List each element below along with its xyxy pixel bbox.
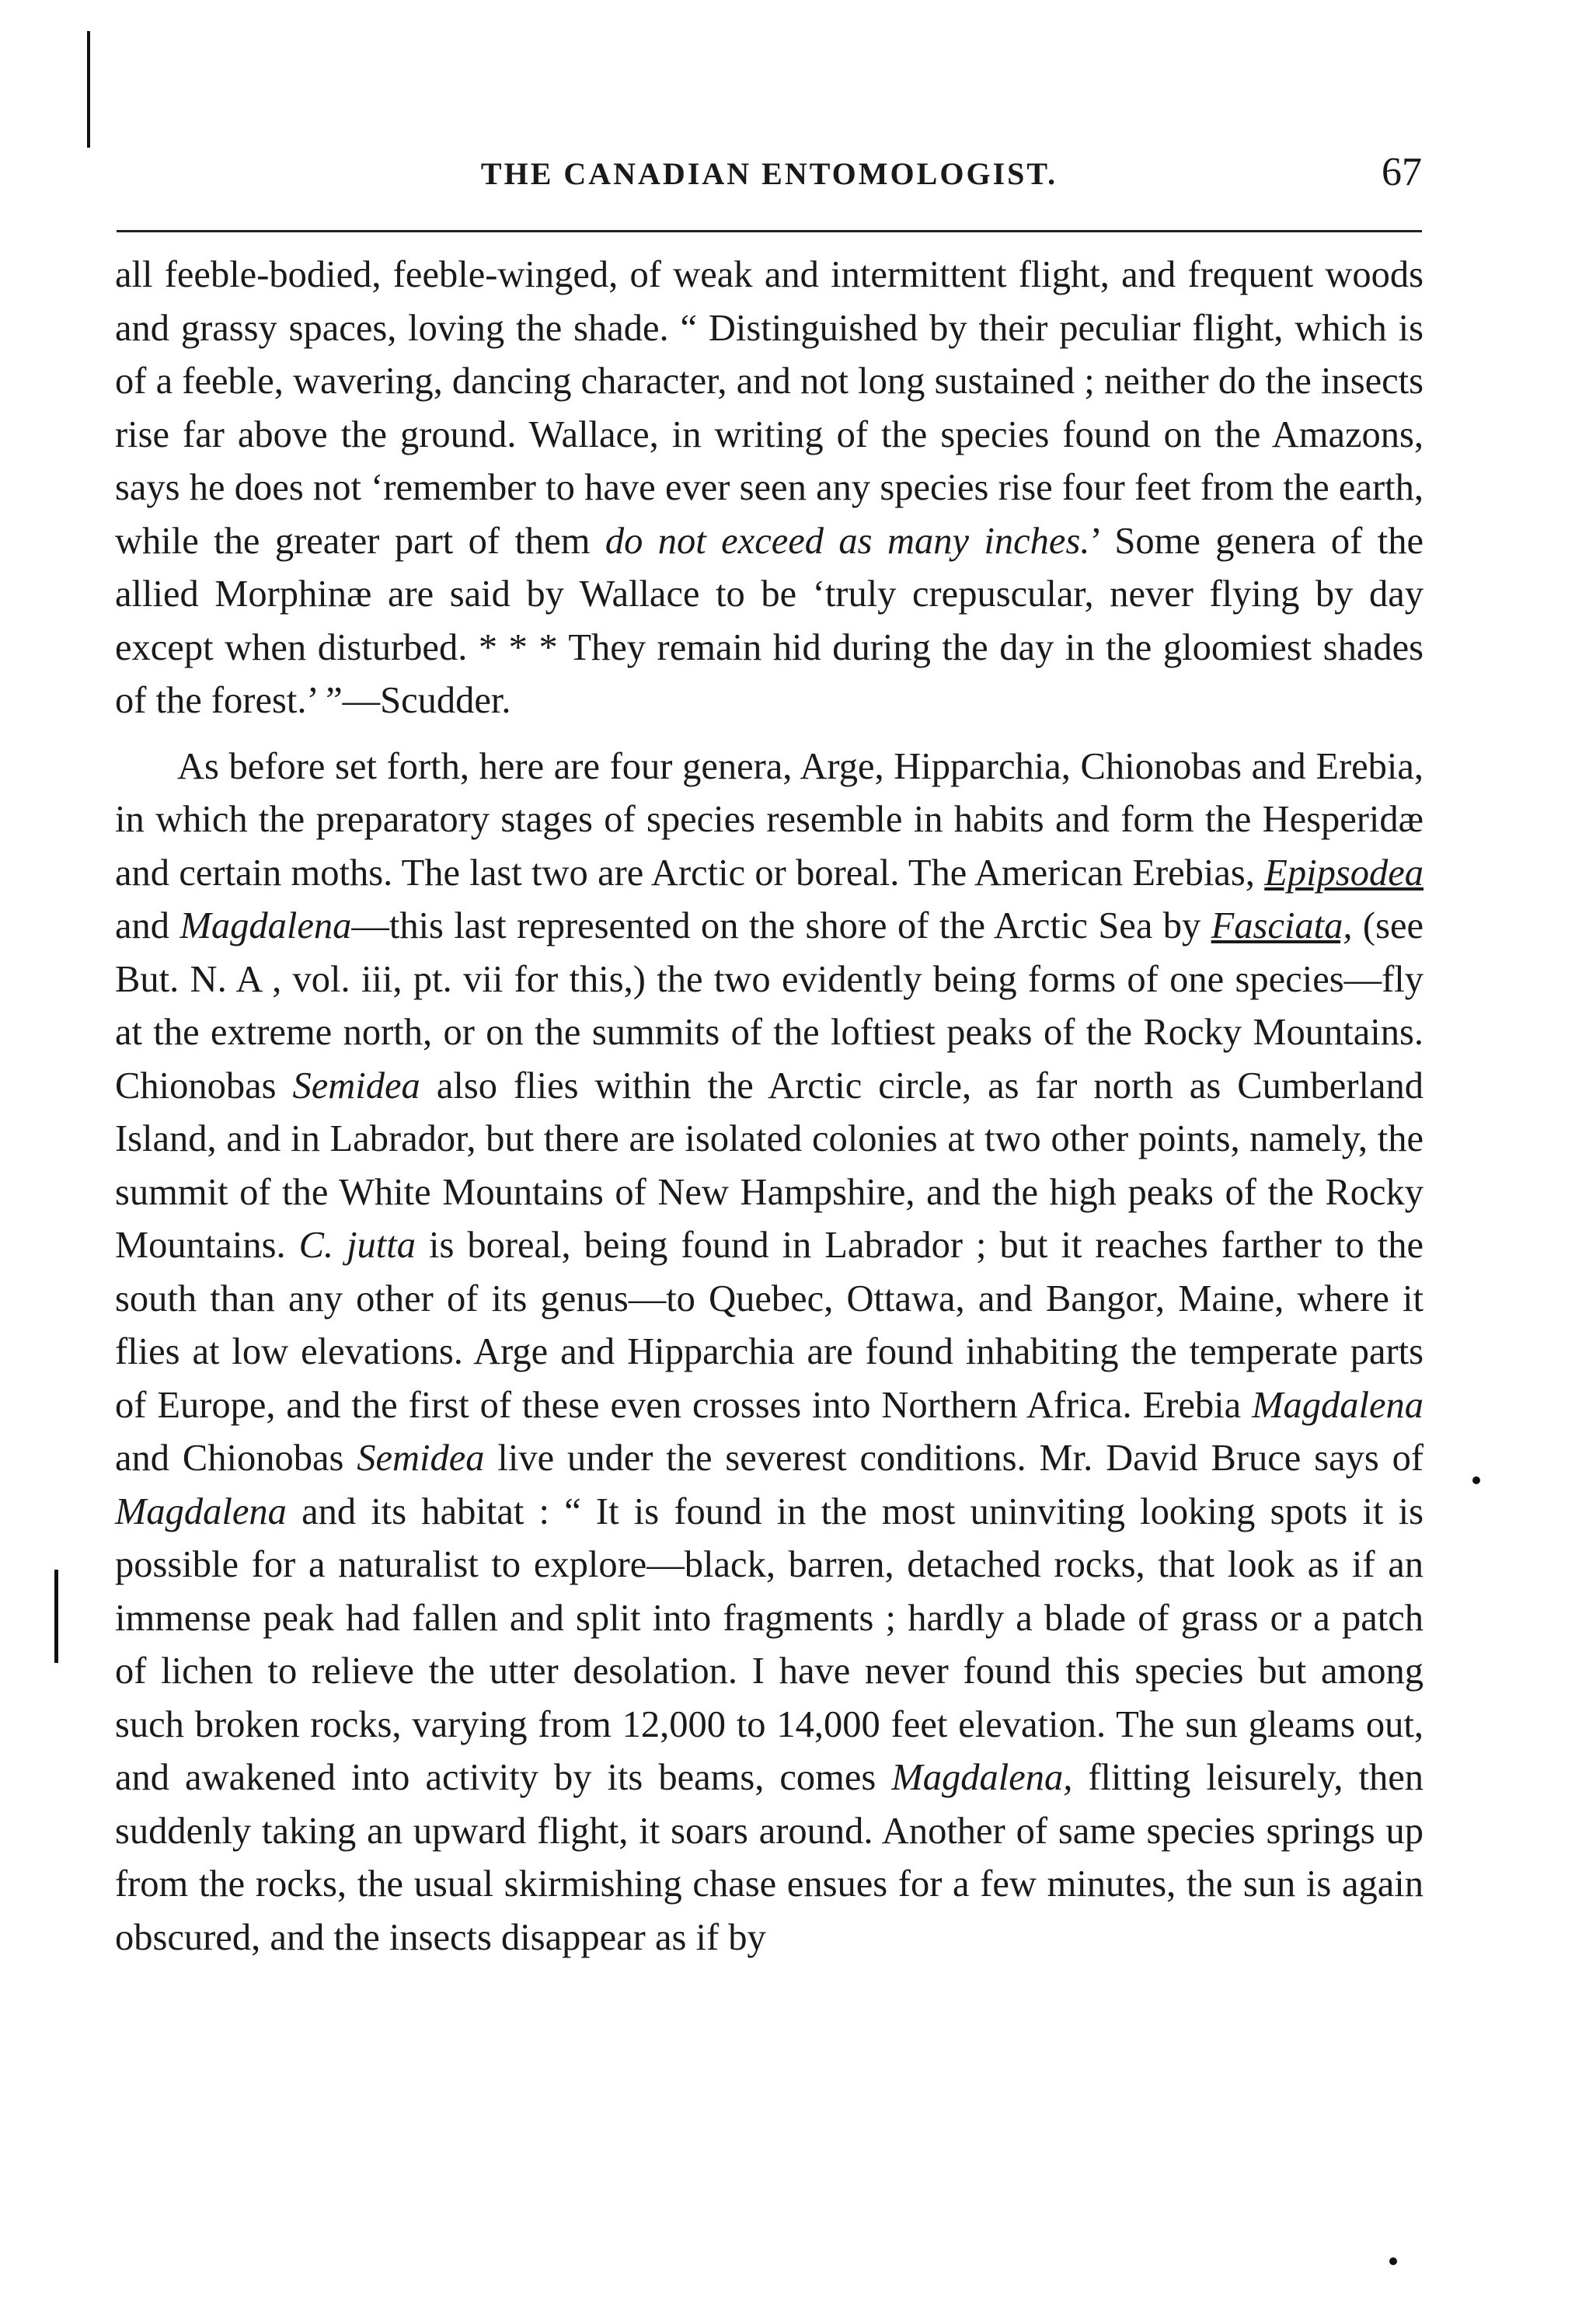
text-run: —this last represented on the shore of the Arctic Sea by: [351, 905, 1211, 946]
italic-text: Epipsodea: [1264, 852, 1424, 894]
text-run: and Chionobas: [115, 1438, 357, 1479]
text-run: live under the severest conditions. Mr. David Bruce says of: [484, 1438, 1424, 1479]
running-head: THE CANADIAN ENTOMOLOGIST.: [480, 156, 1058, 191]
italic-text: Magdalena: [115, 1490, 287, 1532]
scan-artifact-dot-bottom: [1389, 2257, 1397, 2265]
italic-text: Magdalena,: [891, 1757, 1073, 1798]
text-run: As before set forth, here are four genera, Arge, Hipparchia, Chionobas and Erebia, in which the preparatory stages of species resemble in habits and form the Hesperidæ and certain moths. The last two are Arctic or boreal. The American Erebias,: [115, 745, 1424, 894]
scan-artifact-left-top: [87, 31, 90, 148]
italic-text: Semidea: [357, 1438, 485, 1479]
text-run: and: [115, 905, 180, 946]
text-run: and its habitat : “ It is found in the most uninviting looking spots it is possible for a naturalist to explore—black, barren, detached rocks, that look as if an immense peak had fallen and split into fragments ; hardly a blade of grass or a patch of lichen to relieve the utter desolation. I have never found this species but among such broken rocks, varying from 12,000 to 14,000 feet elevation. The sun gleams out, and awakened into activity by its beams, comes: [115, 1490, 1424, 1798]
italic-text: Magdalena: [1252, 1384, 1424, 1426]
header-rule: [117, 230, 1422, 232]
text-run: is boreal, being found in Labrador ; but it reaches farther to the south than any other of its genus—to Quebec, Ottawa, and Bangor, Maine, where it flies at low elevations. Arge and Hipparchia are found inhabiting the temperate parts of Europe, and the first of these even crosses into Northern Africa. Erebia: [115, 1225, 1424, 1426]
italic-text: Semidea: [292, 1065, 420, 1107]
italic-text: do not exceed as many inches.: [605, 520, 1090, 562]
scan-artifact-dot-right: [1472, 1476, 1480, 1484]
body-text: [115, 249, 1424, 1964]
italic-text: Fasciata,: [1211, 905, 1353, 946]
page-header: [117, 150, 1422, 202]
text-run: also flies within the Arctic circle, as far north as Cumberland Island, and in Labrador, but there are isolated colonies at two other points, namely, the summit of the White Mountains of New Hampshire, and the high peaks of the Rocky Mountains.: [115, 1065, 1424, 1266]
page-number: 67: [1382, 150, 1422, 194]
text-run: all feeble-bodied, feeble-winged, of weak and intermittent flight, and frequent woods and grassy spaces, loving the shade. “ Distinguished by their peculiar flight, which is of a feeble, wavering, dancing character, and not long sustained ; neither do the insects rise far above the ground. Wallace, in writing of the species found on the Amazons, says he does not ‘remember to have ever seen any species rise four feet from the earth, while the greater part of them: [115, 254, 1424, 562]
text-run: flitting leisurely, then suddenly taking an upward flight, it soars around. Another of same species springs up from the rocks, the usual skirmishing chase ensues for a few minutes, the sun is again obscured, and the insects disappear as if by: [115, 1757, 1424, 1958]
text-run: (see But. N. A , vol. iii, pt. vii for this,) the two evidently being forms of one species—fly at the extreme north, or on the summits of the loftiest peaks of the Rocky Mountains. Chionobas: [115, 905, 1424, 1107]
scan-artifact-left-mid: [54, 1570, 58, 1663]
italic-text: C. jutta: [298, 1225, 416, 1266]
italic-text: Magdalena: [179, 905, 352, 946]
paragraph-1: [115, 249, 1424, 728]
text-run: ’ Some genera of the allied Morphinæ are said by Wallace to be ‘truly crepuscular, never flying by day except when disturbed. * * * They remain hid during the day in the gloomiest shades of the forest.’ ”—Scudder.: [115, 520, 1424, 721]
paragraph-2: [115, 741, 1424, 1965]
